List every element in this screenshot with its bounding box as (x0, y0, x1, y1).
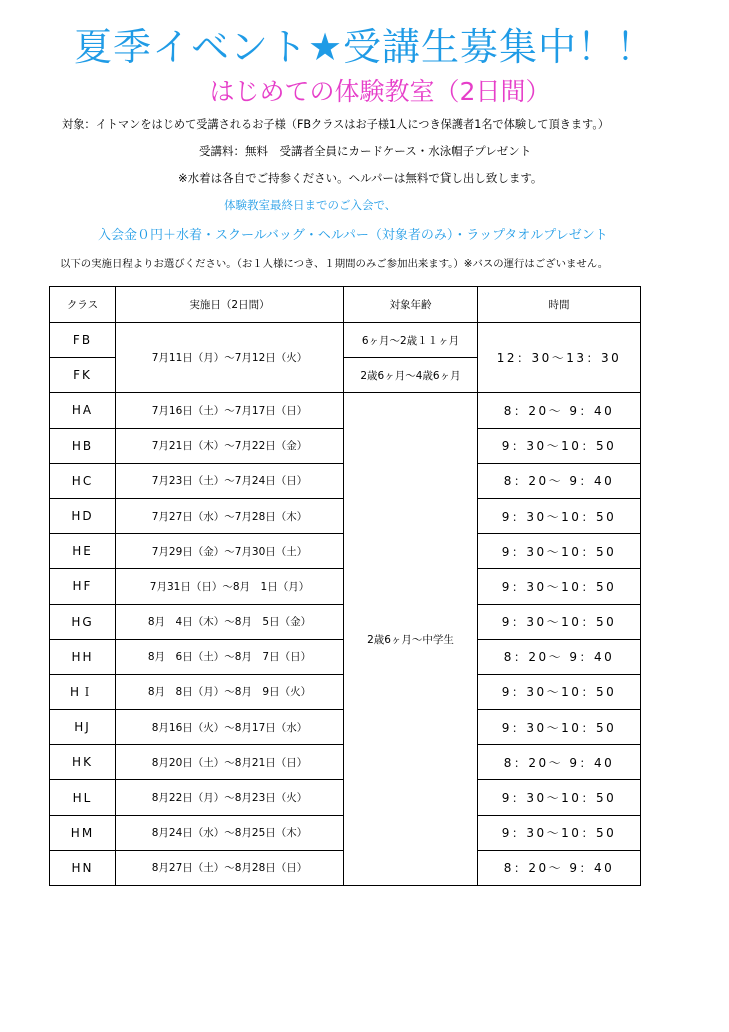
time-cell: 8：20～ 9：40 (478, 393, 641, 428)
dates-cell: 7月16日（土）～7月17日（日） (116, 393, 344, 428)
dates-cell: 7月27日（水）～7月28日（木） (116, 498, 344, 533)
time-cell: 9：30～10：50 (478, 780, 641, 815)
class-cell: HH (50, 639, 116, 674)
swimwear-note: ※水着は各自でご持参ください。ヘルパーは無料で貸し出し致します。 (178, 171, 543, 185)
class-cell: HA (50, 393, 116, 428)
time-cell: 8：20～ 9：40 (478, 745, 641, 780)
time-cell: 9：30～10：50 (478, 428, 641, 463)
dates-cell: 8月 6日（土）～8月 7日（日） (116, 639, 344, 674)
class-cell: HG (50, 604, 116, 639)
enroll-benefit: 入会金０円＋水着・スクールバッグ・ヘルパー（対象者のみ）・ラップタオルプレゼント (98, 228, 608, 243)
dates-cell: 8月24日（水）～8月25日（木） (116, 815, 344, 850)
table-row (50, 323, 641, 358)
class-cell: HD (50, 498, 116, 533)
age-cell: 2歳6ヶ月～中学生 (344, 393, 478, 886)
enroll-note: 体験教室最終日までのご入会で、 (224, 198, 397, 212)
class-cell: HＩ (50, 674, 116, 709)
class-cell: FK (50, 358, 116, 393)
dates-cell: 8月 8日（月）～8月 9日（火） (116, 674, 344, 709)
time-cell: 9：30～10：50 (478, 604, 641, 639)
class-cell: HM (50, 815, 116, 850)
table-header-row (50, 287, 641, 323)
time-cell: 9：30～10：50 (478, 674, 641, 709)
dates-cell: 8月16日（火）～8月17日（水） (116, 710, 344, 745)
fee-info: 受講料：無料 受講者全員にカードケース・水泳帽子プレゼント (199, 144, 532, 158)
header-time: 時間 (478, 287, 641, 323)
class-cell: FB (50, 323, 116, 358)
dates-cell: 8月27日（土）～8月28日（日） (116, 850, 344, 885)
dates-cell: 7月31日（日）～8月 1日（月） (116, 569, 344, 604)
class-cell: HJ (50, 710, 116, 745)
time-cell: 9：30～10：50 (478, 710, 641, 745)
time-cell: 12：30～13：30 (478, 323, 641, 393)
header-age: 対象年齢 (344, 287, 478, 323)
dates-cell: 7月11日（月）～7月12日（火） (116, 323, 344, 393)
time-cell: 8：20～ 9：40 (478, 463, 641, 498)
class-cell: HC (50, 463, 116, 498)
dates-cell: 7月21日（木）～7月22日（金） (116, 428, 344, 463)
page-title: 夏季イベント★受講生募集中！！ (73, 25, 656, 69)
age-cell: 6ヶ月～2歳１１ヶ月 (344, 323, 478, 358)
time-cell: 9：30～10：50 (478, 498, 641, 533)
time-cell: 9：30～10：50 (478, 815, 641, 850)
header-class: クラス (50, 287, 116, 323)
class-cell: HB (50, 428, 116, 463)
time-cell: 8：20～ 9：40 (478, 639, 641, 674)
page-subtitle: はじめての体験教室（2日間） (209, 77, 551, 106)
target-info: 対象：イトマンをはじめて受講されるお子様（FBクラスはお子様1人につき保護者1名で体験して頂きます。） (62, 118, 610, 131)
class-cell: HL (50, 780, 116, 815)
class-cell: HE (50, 534, 116, 569)
schedule-note: 以下の実施日程よりお選びください。（お１人様につき、１期間のみご参加出来ます。）※バスの運行はございません。 (60, 258, 609, 270)
dates-cell: 8月22日（月）～8月23日（火） (116, 780, 344, 815)
dates-cell: 8月 4日（木）～8月 5日（金） (116, 604, 344, 639)
time-cell: 9：30～10：50 (478, 569, 641, 604)
age-cell: 2歳6ヶ月～4歳6ヶ月 (344, 358, 478, 393)
class-cell: HN (50, 850, 116, 885)
class-cell: HF (50, 569, 116, 604)
time-cell: 9：30～10：50 (478, 534, 641, 569)
dates-cell: 7月23日（土）～7月24日（日） (116, 463, 344, 498)
header-dates: 実施日（2日間） (116, 287, 344, 323)
time-cell: 8：20～ 9：40 (478, 850, 641, 885)
table-row (50, 393, 641, 428)
dates-cell: 8月20日（土）～8月21日（日） (116, 745, 344, 780)
dates-cell: 7月29日（金）～7月30日（土） (116, 534, 344, 569)
class-cell: HK (50, 745, 116, 780)
schedule-table (49, 286, 641, 886)
